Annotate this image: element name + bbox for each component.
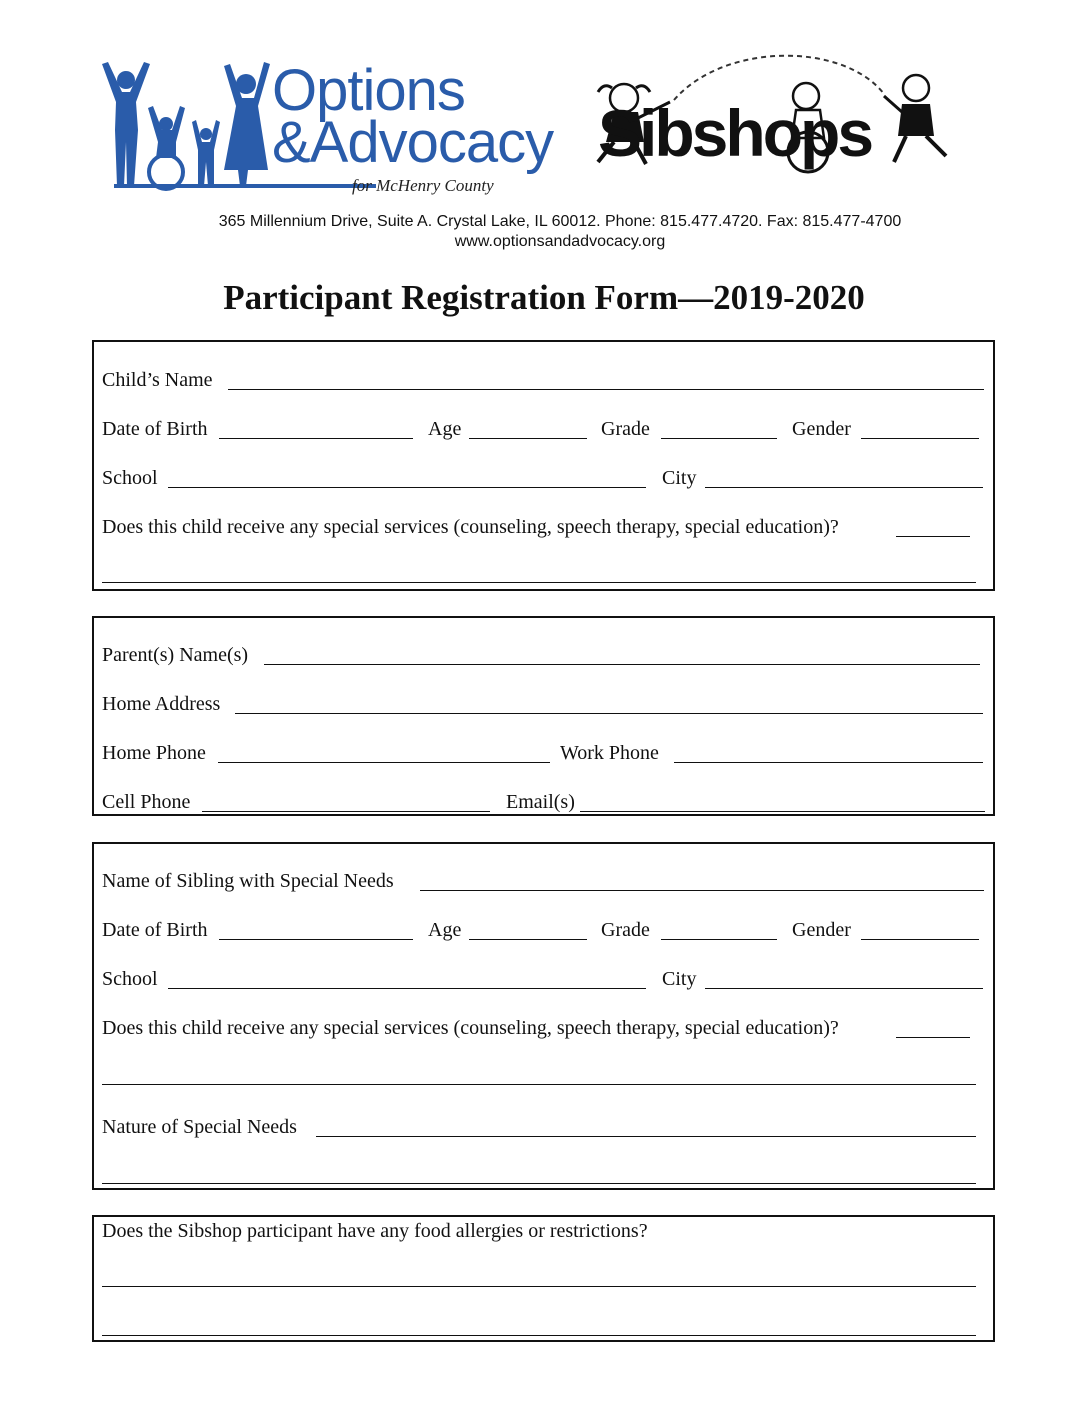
sibling-gender-label: Gender [792, 919, 851, 941]
sibling-school-label: School [102, 968, 158, 990]
child-gender-field[interactable] [861, 438, 979, 439]
email-field[interactable] [580, 811, 985, 812]
home-address-field[interactable] [235, 713, 983, 714]
child-school-field[interactable] [168, 487, 646, 488]
sibling-grade-label: Grade [601, 919, 650, 941]
sibling-grade-field[interactable] [661, 939, 777, 940]
sibling-dob-field[interactable] [219, 939, 413, 940]
child-name-label: Child’s Name [102, 369, 213, 391]
allergies-field-line1[interactable] [102, 1286, 976, 1287]
website-line: www.optionsandadvocacy.org [454, 233, 666, 250]
sibling-name-row [102, 868, 986, 894]
email-label: Email(s) [506, 791, 575, 813]
sibling-name-label: Name of Sibling with Special Needs [102, 870, 394, 892]
allergies-row [102, 1218, 986, 1244]
child-grade-label: Grade [601, 418, 650, 440]
oa-logo-line2: &Advocacy [272, 110, 554, 175]
child-dob-label: Date of Birth [102, 418, 208, 440]
work-phone-label: Work Phone [560, 742, 659, 764]
child-city-label: City [662, 467, 697, 489]
sibling-services-detail-field[interactable] [102, 1084, 976, 1085]
sibling-city-label: City [662, 968, 697, 990]
sibling-name-field[interactable] [420, 890, 984, 891]
sibling-gender-field[interactable] [861, 939, 979, 940]
child-age-label: Age [428, 418, 462, 440]
options-advocacy-wordmark [272, 58, 554, 175]
cell-phone-field[interactable] [202, 811, 490, 812]
cell-email-row [102, 789, 986, 815]
special-needs-row [102, 1114, 986, 1140]
special-needs-label: Nature of Special Needs [102, 1116, 297, 1138]
sibling-city-field[interactable] [705, 988, 983, 989]
child-services-row [102, 514, 986, 540]
special-needs-field[interactable] [316, 1136, 976, 1137]
sibling-dob-row [102, 917, 986, 943]
child-city-field[interactable] [705, 487, 983, 488]
child-services-answer-field[interactable] [896, 536, 970, 537]
home-address-row [102, 691, 986, 717]
oa-logo-subtitle: for McHenry County [352, 176, 494, 195]
sibshops-wordmark: Sibshops [598, 96, 872, 170]
phone-row [102, 740, 986, 766]
page-title: Participant Registration Form—2019-2020 [223, 278, 865, 317]
child-name-field[interactable] [228, 389, 984, 390]
address-line: 365 Millennium Drive, Suite A. Crystal Lake, IL 60012. Phone: 815.477.4720. Fax: 815.477-4700 [218, 213, 902, 230]
work-phone-field[interactable] [674, 762, 983, 763]
parent-name-row [102, 642, 986, 668]
child-school-label: School [102, 467, 158, 489]
child-age-field[interactable] [469, 438, 587, 439]
sibling-services-answer-field[interactable] [896, 1037, 970, 1038]
child-dob-field[interactable] [219, 438, 413, 439]
sibling-services-question: Does this child receive any special services (counseling, speech therapy, special education)? [102, 1017, 839, 1039]
home-phone-field[interactable] [218, 762, 550, 763]
child-services-question: Does this child receive any special services (counseling, speech therapy, special education)? [102, 516, 839, 538]
allergies-field-line2[interactable] [102, 1335, 976, 1336]
parent-name-label: Parent(s) Name(s) [102, 644, 249, 666]
parent-name-field[interactable] [264, 664, 980, 665]
home-phone-label: Home Phone [102, 742, 206, 764]
sibling-school-field[interactable] [168, 988, 646, 989]
child-services-detail-field[interactable] [102, 582, 976, 583]
child-gender-label: Gender [792, 418, 851, 440]
sibling-school-row [102, 966, 986, 992]
sibling-services-row [102, 1015, 986, 1041]
allergies-question: Does the Sibshop participant have any food allergies or restrictions? [102, 1220, 648, 1242]
child-dob-row [102, 416, 986, 442]
oa-logo-line1: Options [272, 58, 465, 123]
sibling-age-label: Age [428, 919, 462, 941]
special-needs-detail-field[interactable] [102, 1183, 976, 1184]
child-name-row [102, 367, 986, 393]
child-school-row [102, 465, 986, 491]
child-grade-field[interactable] [661, 438, 777, 439]
home-address-label: Home Address [102, 693, 221, 715]
sibling-age-field[interactable] [469, 939, 587, 940]
cell-phone-label: Cell Phone [102, 791, 191, 813]
sibling-dob-label: Date of Birth [102, 919, 208, 941]
